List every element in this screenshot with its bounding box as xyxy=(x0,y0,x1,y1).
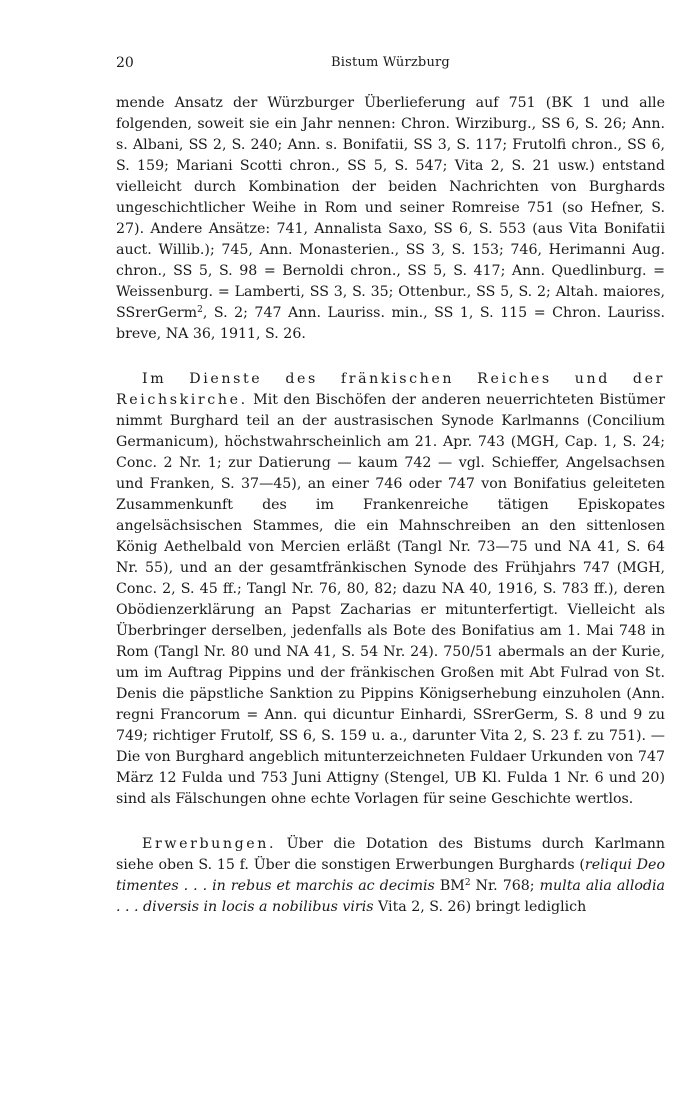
paragraph-text: Nr. 768; xyxy=(470,878,540,894)
paragraph-text: Mit den Bischöfen der anderen neuerrichteten Bistümer nimmt Burghard teil an der austrasischen Synode Karlmanns (Concilium Germanicum), höchstwahrscheinlich am 21. Apr. 743 (MGH, Cap. 1, S. 24; Conc. 2 Nr. 1; zur Datierung — kaum 742 — vgl. Schieffer, Angelsachsen und Franken, S. 37—45), an einer 746 oder 747 von Bonifatius geleiteten Zusammenkunft des im Frankenreiche tätigen Episkopates angelsächsischen Stammes, die ein Mahnschreiben an den sittenlosen König Aethelbald von Mercien erläßt (Tangl Nr. 73—75 und NA 41, S. 64 Nr. 55), und an der gesamtfränkischen Synode des Frühjahrs 747 (MGH, Conc. 2, S. 45 ff.; Tangl Nr. 76, 80, 82; dazu NA 40, 1916, S. 783 ff.), deren Obödienzerklärung an Papst Zacharias er mitunterfertigt. Vielleicht als Überbringer derselben, jedenfalls als Bote des Bonifatius am 1. Mai 748 in Rom (Tangl Nr. 80 und NA 41, S. 54 Nr. 24). 750/51 abermals an der Kurie, um im Auftrag Pippins und der fränkischen Großen mit Abt Fulrad von St. Denis die päpstliche Sanktion zu Pippins Königserhebung einzuholen (Ann. regni Francorum = Ann. qui dicuntur Einhardi, SSrerGerm, S. 8 und 9 zu 749; richtiger Frutolf, SS 6, S. 159 u. a., darunter Vita 2, S. 23 f. zu 751). — Die von Burghard angeblich mitunterzeichneten Fuldaer Urkunden von 747 März 12 Fulda und 753 Juni Attigny (Stengel, UB Kl. Fulda 1 Nr. 6 und 20) sind als Fälschungen ohne echte Vorlagen für seine Geschichte wertlos. xyxy=(116,392,665,807)
section-heading: Erwerbungen. xyxy=(142,836,277,852)
paragraph-text: BM xyxy=(434,878,465,894)
paragraph-continuation xyxy=(116,93,665,345)
paragraph-text: mende Ansatz der Würzburger Überlieferung auf 751 (BK 1 und alle folgenden, soweit sie ein Jahr nennen: Chron. Wirziburg., SS 6, S. 26; Ann. s. Albani, SS 2, S. 240; Ann. s. Bonifatii, SS 3, S. 117; Frutolfi chron., SS 6, S. 159; Mariani Scotti chron., SS 5, S. 547; Vita 2, S. 21 usw.) entstand vielleicht durch Kombination der beiden Nachrichten von Burghards ungeschichtlicher Weihe in Rom und seiner Romreise 751 (so Hefner, S. 27). Andere Ansätze: 741, Annalista Saxo, SS 6, S. 553 (aus Vita Bonifatii auct. Willib.); 745, Ann. Monasterien., SS 3, S. 153; 746, Herimanni Aug. chron., SS 5, S. 98 = Bernoldi chron., SS 5, S. 417; Ann. Quedlinburg. = Weissenburg. = Lamberti, SS 3, S. 35; Ottenbur., SS 5, S. 2; Altah. maiores, SSrerGerm xyxy=(116,95,665,321)
paragraph-text-tail: , S. 2; 747 Ann. Lauriss. min., SS 1, S. 115 = Chron. Lauriss. breve, NA 36, 1911, S. 26. xyxy=(116,305,665,342)
paragraph-reichsdienst xyxy=(116,369,665,810)
superscript: 2 xyxy=(197,305,203,315)
latin-quote: reliqui Deo timentes . . . in rebus et marchis ac decimis xyxy=(116,857,665,894)
document-page xyxy=(116,55,665,918)
section-heading: Im Dienste des fränkischen Reiches und der Reichskirche. xyxy=(116,371,665,408)
paragraph-erwerbungen xyxy=(116,834,665,918)
paragraph-text: Vita 2, S. 26) bringt lediglich xyxy=(373,899,587,915)
latin-quote: multa alia allodia . . . diversis in locis a nobilibus viris xyxy=(116,878,666,915)
running-head xyxy=(116,55,665,77)
paragraph-text: Über die Dotation des Bistums durch Karlmann siehe oben S. 15 f. Über die sonstigen Erwerbungen Burghards ( xyxy=(116,836,665,873)
superscript: 2 xyxy=(464,878,471,888)
page-number: 20 xyxy=(116,55,134,71)
running-title: Bistum Würzburg xyxy=(331,55,450,70)
